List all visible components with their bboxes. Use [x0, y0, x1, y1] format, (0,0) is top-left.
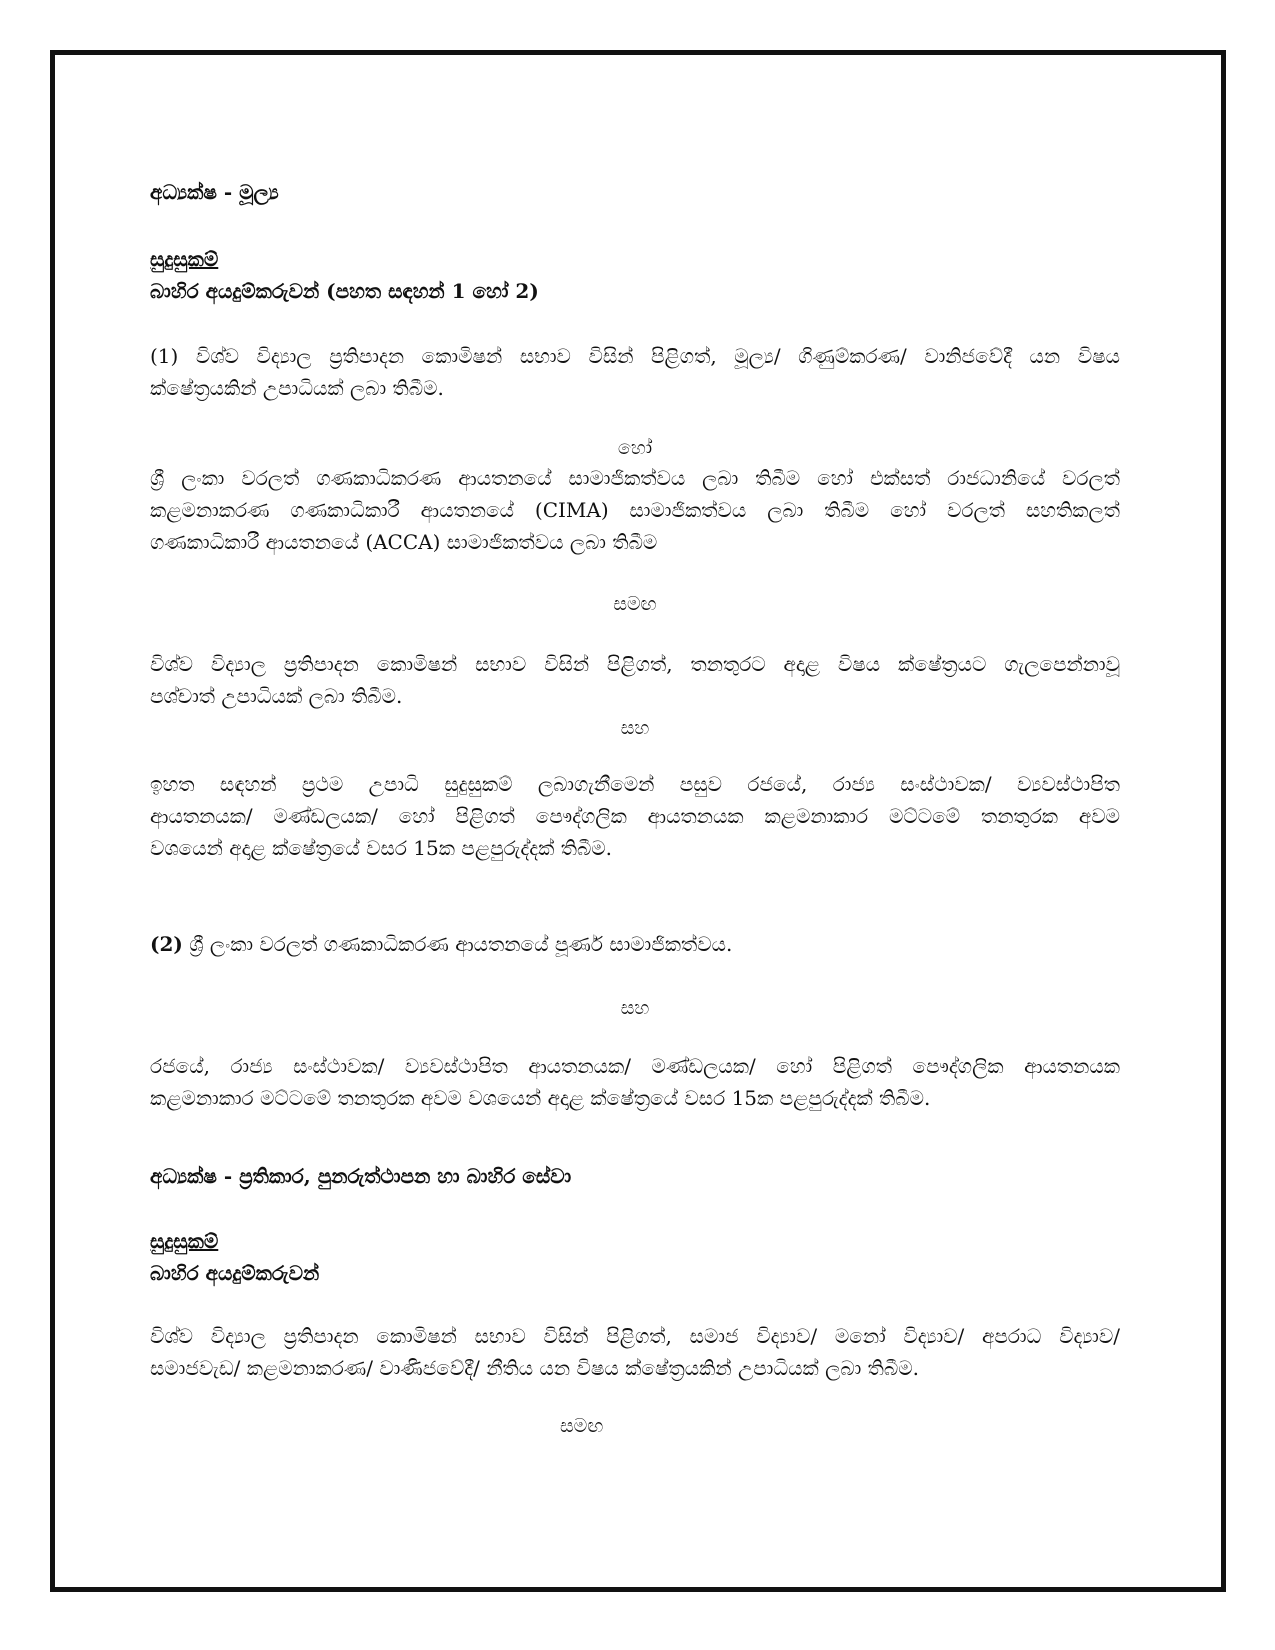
paragraph-line: ශ්‍රී ලංකා වරලත් ගණකාධිකරණ ආයතනයේ සාමාජිකත්වය ලබා තිබීම හෝ එක්සත් රාජධානියේ වරලත් [150, 466, 1120, 490]
paragraph-line: විශ්ව විද්‍යාල ප්‍රතිපාදන කොමිෂන් සභාව විසින් පිළිගත්, සමාජ විද්‍යාව/ මනෝ විද්‍යාව/ අපරාධ විද්‍යාව/ [150, 1324, 1120, 1348]
postgraduate-paragraph [150, 648, 1120, 712]
paragraph-line: සමාජවැඩ/ කළමනාකරණ/ වාණිජවේදී/ නීතිය යන විෂය ක්ෂේත්‍රයකින් උපාධියක් ලබා තිබීම. [150, 1356, 919, 1380]
connector-and-2: සහ [620, 997, 650, 1019]
option-2-text: ශ්‍රී ලංකා වරලත් ගණකාධිකරණ ආයතනයේ පූර්ණ සාමාජිකත්වය. [189, 932, 733, 956]
experience-2-paragraph [150, 1050, 1120, 1114]
qualifications-heading: සුදුසුකම් [150, 247, 219, 271]
connector-and: සහ [620, 717, 650, 739]
paragraph-line: කළමනාකාර මට්ටමේ තනතුරක අවම වශයෙන් අදාළ ක්ෂේත්‍රයේ වසර 15ක පළපුරුද්දක් තිබීම. [150, 1086, 931, 1110]
paragraph-line: කළමනාකරණ ගණකාධිකාරී ආයතනයේ (CIMA) සාමාජිකත්වය ලබා තිබීම හෝ වරලත් සහතිකලත් [150, 498, 1120, 522]
paragraph-line: පශ්චාත් උපාධියක් ලබා තිබීම. [150, 684, 403, 708]
connector-along-with-2: සමඟ [560, 1415, 604, 1437]
paragraph-line: ක්ෂේත්‍රයකින් උපාධියක් ලබා තිබීම. [150, 376, 444, 400]
membership-paragraph [150, 462, 1120, 558]
paragraph-line: වශයෙන් අදාළ ක්ෂේත්‍රයේ වසර 15ක පළපුරුද්දක් තිබීම. [150, 836, 613, 860]
section-title-finance: අධ්‍යක්ෂ - මූල්‍ය [150, 180, 279, 204]
section-title-treatment: අධ්‍යක්ෂ - ප්‍රතිකාර, පුනරුත්ථාපන හා බාහිර සේවා [150, 1164, 572, 1188]
paragraph-line: විශ්ව විද්‍යාල ප්‍රතිපාදන කොමිෂන් සභාව විසින් පිළිගත්, තනතුරට අදාළ විෂය ක්ෂේත්‍රයට ගැලපෙන්නාවූ [150, 652, 1120, 676]
paragraph-line: (1) විශ්ව විද්‍යාල ප්‍රතිපාදන කොමිෂන් සභාව විසින් පිළිගත්, මූල්‍ය/ ගිණුම්කරණ/ වානිජවේදී යන විෂය [150, 344, 1120, 368]
paragraph-line: ගණකාධිකාරී ආයතනයේ (ACCA) සාමාජිකත්වය ලබා තිබීම [150, 530, 658, 554]
connector-along-with: සමඟ [613, 593, 657, 615]
option-1-paragraph [150, 340, 1120, 404]
paragraph-line: රජයේ, රාජ්‍ය සංස්ථාවක/ ව්‍යවස්ථාපිත ආයතනයක/ මණ්ඩලයක/ හෝ පිළිගත් පෞද්ගලික ආයතනයක [150, 1054, 1120, 1078]
qualifications-heading-2: සුදුසුකම් [150, 1229, 219, 1253]
external-applicants-heading: බාහිර අයදුම්කරුවන් (පහත සඳහන් 1 හෝ 2) [150, 279, 539, 303]
paragraph-line: ආයතනයක/ මණ්ඩලයක/ හෝ පිළිගත් පෞද්ගලික ආයතනයක කළමනාකාර මට්ටමේ තනතුරක අවම [150, 804, 1120, 828]
option-2-paragraph [150, 928, 1120, 960]
connector-or: හෝ [617, 437, 653, 459]
degree-paragraph [150, 1320, 1120, 1384]
option-2-label: (2) [150, 932, 183, 956]
experience-paragraph [150, 768, 1120, 864]
external-applicants-heading-2: බාහිර අයදුම්කරුවන් [150, 1261, 320, 1285]
paragraph-line: ඉහත සඳහන් ප්‍රථම උපාධි සුදුසුකම් ලබාගැනීමෙන් පසුව රජයේ, රාජ්‍ය සංස්ථාවක/ ව්‍යවස්ථාපිත [150, 772, 1120, 796]
